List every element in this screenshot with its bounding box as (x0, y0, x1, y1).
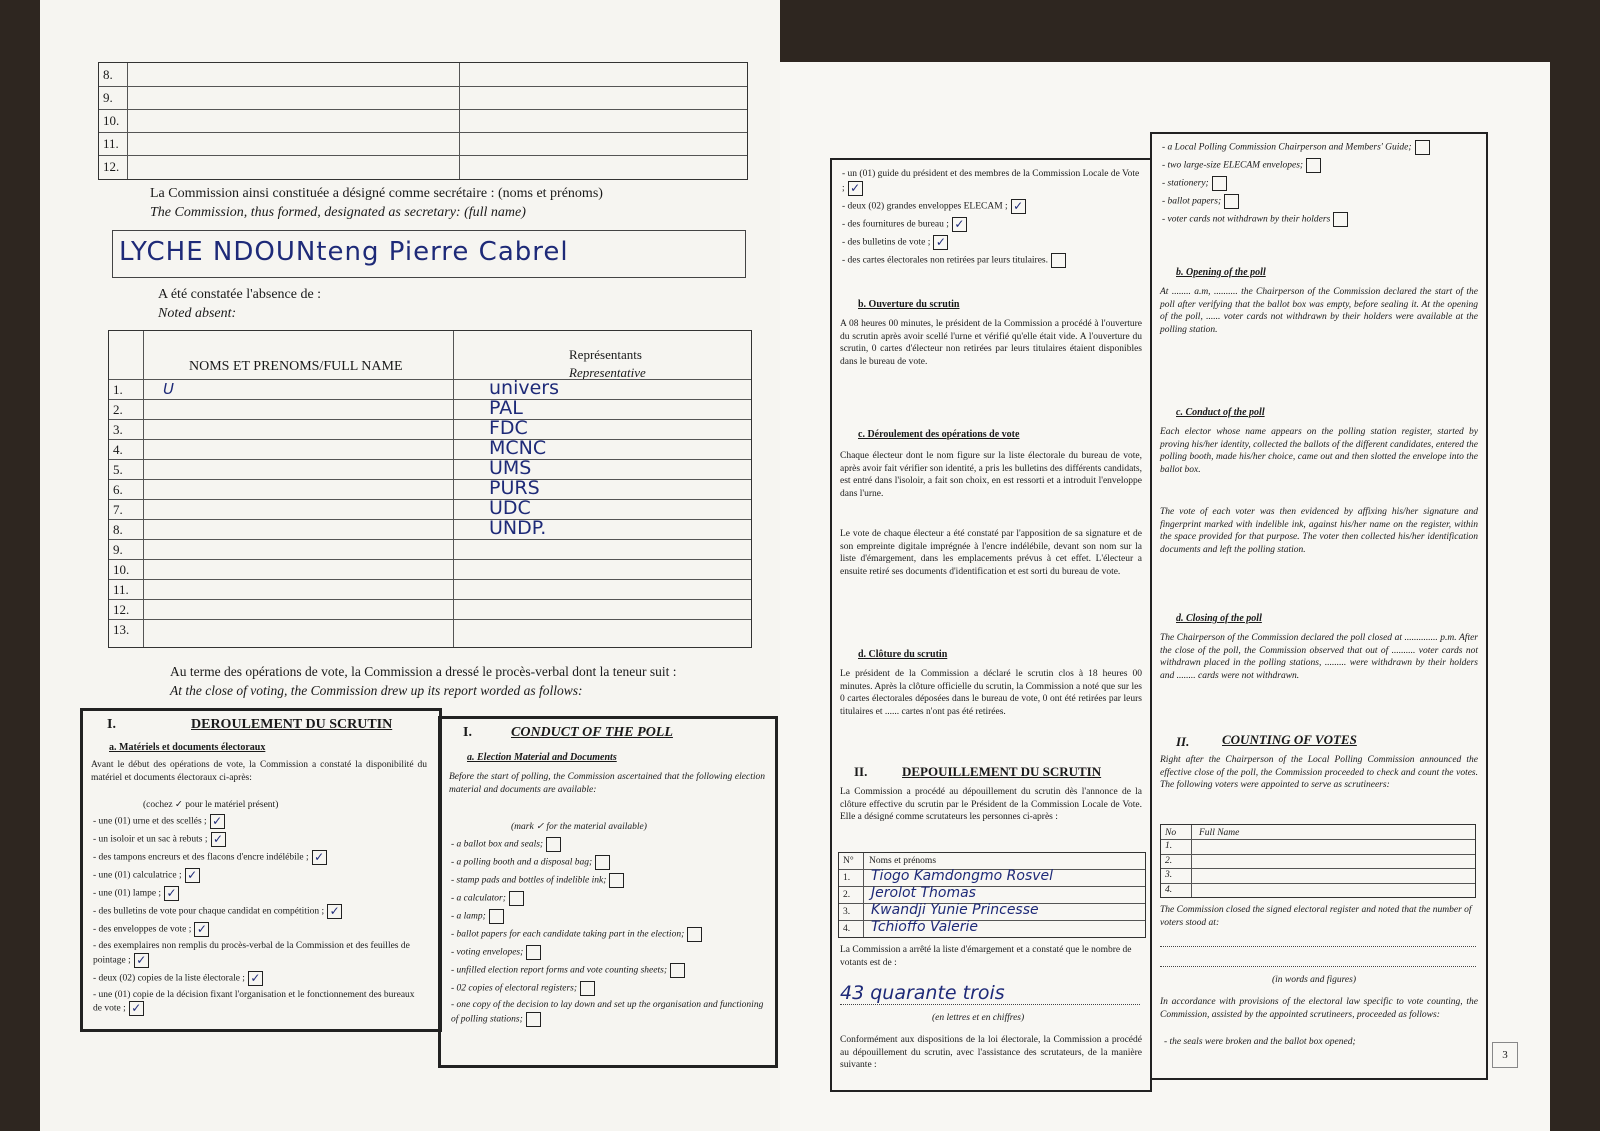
row-number: 2. (113, 402, 123, 417)
en-ii-text: Right after the Chairperson of the Local Polling Commission announced the effective close of the poll, the Commission proceeded to check and count the votes. The following voters were appointed to serve as scrutineers: (1160, 755, 1478, 790)
checkbox[interactable] (1333, 212, 1348, 227)
absent-header-name: NOMS ET PRENOMS/FULL NAME (189, 359, 403, 374)
row-number: 13. (113, 622, 130, 637)
checkbox[interactable] (509, 891, 524, 906)
fr-column-box (830, 158, 1152, 1092)
right-page (780, 62, 1550, 1131)
checklist-label: - a calculator; (451, 893, 506, 904)
row-number: 11. (103, 136, 119, 151)
absent-representative: UMS (489, 457, 532, 479)
en-b-title: b. Opening of the poll (1176, 267, 1266, 278)
fr-conduct-box (80, 708, 442, 1032)
closing-label-en: At the close of voting, the Commission drew up its report worded as follows: (170, 683, 583, 698)
checklist-item (93, 850, 423, 865)
checklist-item (451, 963, 767, 978)
checklist-item (1162, 140, 1478, 155)
table-row (1161, 868, 1475, 869)
checklist-label: - 02 copies of electoral registers; (451, 983, 578, 994)
table-row (109, 539, 751, 540)
en-d-text: The Chairperson of the Commission declared the poll closed at .............. p.m. After the close of the poll, the Commission observed that out of .......... voter cards not withdrawn placed in the polling stations, ......... were withdrawn by their holders and ........ cards were not withdrawn. (1160, 633, 1478, 681)
checklist-item (1162, 158, 1478, 173)
checklist-label: - des exemplaires non remplis du procès-verbal de la Commission et des feuilles de pointage ; (93, 941, 410, 966)
en-intro: Before the start of polling, the Commission ascertained that the following election material and documents are available: (449, 772, 765, 795)
checkbox[interactable] (670, 963, 685, 978)
checklist-item (842, 199, 1142, 214)
checklist-item (93, 832, 423, 847)
left-page (40, 0, 780, 1131)
en-column-box (1150, 132, 1488, 1080)
checkbox[interactable] (580, 981, 595, 996)
checkbox[interactable] (211, 832, 226, 847)
en-voters-text: The Commission closed the signed electoral register and noted that the number of voters stood at: (1160, 905, 1472, 928)
checklist-label: - un (01) guide du président et des membres de la Commission Locale de Vote ; (842, 169, 1140, 194)
checklist-label: - des bulletins de vote pour chaque candidat en compétition ; (93, 906, 325, 917)
checkbox[interactable] (129, 1001, 144, 1016)
en-sub-a: a. Election Material and Documents (467, 752, 617, 763)
page-number-box (1492, 1042, 1518, 1068)
row-number: 4. (113, 442, 123, 457)
checkbox[interactable] (526, 945, 541, 960)
table-row (109, 399, 751, 400)
checkbox[interactable] (1011, 199, 1026, 214)
table-row (109, 499, 751, 500)
checklist-label: - des enveloppes de vote ; (93, 924, 192, 935)
fr-voters-caption: (en lettres et en chiffres) (932, 1013, 1025, 1023)
checklist-item (451, 909, 767, 924)
fr-ii-title: DEPOUILLEMENT DU SCRUTIN (902, 764, 1102, 779)
row-number: 1. (1165, 841, 1173, 851)
checklist-label: - deux (02) copies de la liste électorale ; (93, 973, 245, 984)
fr-d-title: d. Clôture du scrutin (858, 649, 948, 660)
table-row (109, 459, 751, 460)
fr-sub-a: a. Matériels et documents électoraux (109, 742, 266, 753)
checklist-item (842, 253, 1142, 268)
checklist-label: - une (01) copie de la décision fixant l'organisation et le fonctionnement des bureaux de vote ; (93, 989, 415, 1014)
fr-d-text: Le président de la Commission a déclaré le scrutin clos à 18 heures 00 minutes. Après la clôture officielle du scrutin, la Commission a noté que sur les 0 cartes électorales déposées dans le bureau de vote, 0 ont été retirées par leurs titulaires et ...... cartes n'ont pas été retirées. (840, 669, 1142, 717)
table-row (109, 579, 751, 580)
checklist-label: - une (01) urne et des scellés ; (93, 816, 207, 827)
secretary-label-fr: La Commission ainsi constituée a désigné comme secrétaire : (noms et prénoms) (150, 186, 603, 201)
checkbox[interactable] (248, 971, 263, 986)
checklist-item (451, 999, 767, 1027)
checkbox[interactable] (312, 850, 327, 865)
scrutineer-name: Tiogo Kamdongmo Rosvel (871, 868, 1054, 884)
checklist-label: - unfilled election report forms and vote counting sheets; (451, 965, 667, 976)
checkbox[interactable] (134, 953, 149, 968)
row-number: 9. (103, 90, 113, 105)
row-number: 8. (113, 522, 123, 537)
row-number: 8. (103, 67, 113, 82)
en-voters-caption: (in words and figures) (1272, 975, 1357, 985)
checklist-item (451, 855, 767, 870)
checkbox[interactable] (210, 814, 225, 829)
table-row (109, 439, 751, 440)
checklist-item (842, 235, 1142, 250)
checkbox[interactable] (1051, 253, 1066, 268)
table-row (1161, 839, 1475, 840)
checklist-item (842, 168, 1142, 196)
absent-representative: FDC (489, 417, 528, 439)
fr-section-num: I. (107, 717, 116, 732)
checkbox[interactable] (933, 235, 948, 250)
checklist-item (93, 886, 423, 901)
scrutineer-name: Tchioffo Valerie (871, 919, 978, 935)
fr-cocher: (cochez ✓ pour le matériel présent) (143, 800, 279, 810)
table-row (109, 479, 751, 480)
checklist-label: - une (01) lampe ; (93, 888, 162, 899)
checklist-item (451, 891, 767, 906)
table-row (1161, 854, 1475, 855)
row-number: 7. (113, 502, 123, 517)
en-d-title: d. Closing of the poll (1176, 613, 1262, 624)
checklist-item (93, 940, 423, 968)
en-final-text: In accordance with provisions of the electoral law specific to vote counting, the Commission, assisted by the appointed scrutineers, proceeded as follows: (1160, 997, 1478, 1020)
fr-material-list-cont (842, 168, 1142, 271)
en-c-text1: Each elector whose name appears on the polling station register, started by proving his/her identity, collected the ballots of the different candidates, entered the polling booth, made his/her choice, came out and then slotted the envelope into the ballot box. (1160, 427, 1478, 475)
fr-c-text2: Le vote de chaque électeur a été constaté par l'apposition de sa signature et de son empreinte digitale imprégnée à l'encre indélébile, devant son nom sur la liste d'émargement, dans les emplacements prévus à cet effet. L'électeur a ensuite retiré ses documents d'identification et est sorti du bureau de vote. (840, 529, 1142, 577)
absent-representative: univers (489, 377, 560, 399)
table-row (109, 599, 751, 600)
fr-b-title: b. Ouverture du scrutin (858, 299, 960, 310)
checkbox[interactable] (1224, 194, 1239, 209)
table-row (109, 559, 751, 560)
en-scrut-header-name: Full Name (1199, 828, 1240, 838)
row-number: 6. (113, 482, 123, 497)
checklist-item (1162, 176, 1478, 191)
checklist-item (93, 989, 423, 1017)
secretary-label-en: The Commission, thus formed, designated as secretary: (full name) (150, 205, 526, 220)
checkbox[interactable] (952, 217, 967, 232)
checklist-label: - a polling booth and a disposal bag; (451, 857, 593, 868)
checkbox[interactable] (609, 873, 624, 888)
checkbox[interactable] (489, 909, 504, 924)
absent-label-fr: A été constatée l'absence de : (158, 287, 322, 302)
checklist-item (842, 217, 1142, 232)
checklist-item (451, 873, 767, 888)
checkbox[interactable] (687, 927, 702, 942)
row-number: 2. (1165, 855, 1173, 866)
en-ii-title: COUNTING OF VOTES (1222, 732, 1357, 747)
scrutineer-name: Jerolot Thomas (871, 885, 976, 901)
absent-representative: MCNC (489, 437, 547, 459)
absent-header-rep-fr: Représentants (569, 347, 642, 362)
checkbox[interactable] (164, 886, 179, 901)
checklist-item (93, 922, 423, 937)
fr-ii-num: II. (854, 764, 868, 779)
row-number: 5. (113, 462, 123, 477)
scrut-header-name: Noms et prénoms (869, 856, 937, 866)
fr-section-title: DEROULEMENT DU SCRUTIN (191, 717, 393, 732)
row-number: 9. (113, 542, 123, 557)
row-number: 4. (1165, 884, 1173, 895)
en-c-text2: The vote of each voter was then evidenced by affixing his/her signature and fingerprint marked with indelible ink, against his/her name on the register, within the space provided for that purpose. The voter then collected his/her identification documents and left the polling station. (1160, 507, 1478, 555)
fr-intro: Avant le début des opérations de vote, la Commission a constaté la disponibilité du matériel et documents électoraux ci-après: (91, 760, 427, 783)
row-number: 12. (103, 159, 120, 174)
checkbox[interactable] (546, 837, 561, 852)
checklist-item (451, 837, 767, 852)
en-material-list (451, 837, 767, 1030)
checkbox[interactable] (194, 922, 209, 937)
scrut-header-n: N° (843, 856, 854, 866)
scrutineer-name: Kwandji Yunie Princesse (871, 902, 1039, 918)
checklist-label: - a ballot box and seals; (451, 839, 544, 850)
checklist-label: - ballot papers; (1162, 196, 1222, 207)
voters-value: 43 quarante trois (840, 982, 1005, 1004)
row-number: 10. (113, 562, 130, 577)
checklist-label: - des tampons encreurs et des flacons d'encre indélébile ; (93, 852, 309, 863)
checklist-item (451, 927, 767, 942)
absent-label-en: Noted absent: (158, 306, 237, 321)
absent-representative: UDC (489, 497, 531, 519)
checklist-item (93, 904, 423, 919)
absent-name: U (163, 380, 174, 398)
checklist-label: - des cartes électorales non retirées par leurs titulaires. (842, 255, 1049, 266)
checklist-label: - a lamp; (451, 911, 486, 922)
table-row (109, 379, 751, 380)
checklist-item (93, 971, 423, 986)
checkbox[interactable] (1415, 140, 1430, 155)
fr-c-title: c. Déroulement des opérations de vote (858, 429, 1020, 440)
closing-label-fr: Au terme des opérations de vote, la Commission a dressé le procès-verbal dont la teneur suit : (170, 664, 677, 679)
absent-header-rep-en: Representative (569, 365, 646, 380)
fr-material-list (93, 814, 423, 1019)
row-number: 3. (113, 422, 123, 437)
checkbox[interactable] (595, 855, 610, 870)
row-number: 1. (113, 382, 123, 397)
page-number: 3 (1502, 1049, 1508, 1061)
checkbox[interactable] (185, 868, 200, 883)
secretary-name-field (112, 230, 746, 278)
row-number: 2. (843, 890, 851, 900)
checklist-item (93, 814, 423, 829)
table-row (109, 419, 751, 420)
absent-representative: PAL (489, 397, 523, 419)
members-table-continued (98, 62, 748, 180)
checklist-label: - one copy of the decision to lay down and set up the organisation and functioning of polling stations; (451, 1000, 764, 1025)
en-b-text: At ........ a.m, .......... the Chairperson of the Commission declared the start of the poll after verifying that the ballot box was empty, before sealing it. At the opening of the poll, ...... voter cards not withdrawn by their holders were available at the polling station. (1160, 287, 1478, 335)
checklist-label: - stamp pads and bottles of indelible ink; (451, 875, 607, 886)
checklist-label: - two large-size ELECAM envelopes; (1162, 160, 1304, 171)
checklist-label: - deux (02) grandes enveloppes ELECAM ; (842, 201, 1008, 212)
checkbox[interactable] (327, 904, 342, 919)
checklist-label: - voter cards not withdrawn by their holders (1162, 214, 1331, 225)
checklist-label: - des fournitures de bureau ; (842, 219, 949, 230)
checklist-label: - ballot papers for each candidate taking part in the election; (451, 929, 685, 940)
en-material-list-cont (1162, 140, 1478, 230)
row-number: 3. (1165, 870, 1173, 880)
table-row (109, 519, 751, 520)
absent-table (108, 330, 752, 648)
fr-ii-text: La Commission a procédé au dépouillement du scrutin dès l'annonce de la clôture effective du scrutin par le Président de la Commission Locale de Vote. Elle a désigné comme scrutateurs les personnes ci-après : (840, 787, 1142, 822)
row-number: 1. (843, 873, 851, 883)
table-row (1161, 883, 1475, 884)
checkbox[interactable] (848, 181, 863, 196)
checklist-label: - a Local Polling Commission Chairperson and Members' Guide; (1162, 142, 1412, 153)
checklist-label: - voting envelopes; (451, 947, 524, 958)
secretary-name: LYCHE NDOUNteng Pierre Cabrel (119, 237, 569, 267)
absent-representative: UNDP. (489, 517, 547, 539)
table-row (109, 619, 751, 620)
en-scrutineers-table (1160, 824, 1476, 898)
en-conduct-box (438, 716, 778, 1068)
checkbox[interactable] (526, 1012, 541, 1027)
checklist-item (1162, 194, 1478, 209)
en-scrut-header-n: No (1165, 828, 1177, 838)
row-number: 10. (103, 113, 120, 128)
fr-final-text: Conformément aux dispositions de la loi électorale, la Commission a procédé au dépouillement du scrutin, avec l'assistance des scrutateurs, de la manière suivante : (840, 1035, 1142, 1070)
row-number: 4. (843, 924, 851, 934)
scrutineers-table (838, 852, 1146, 938)
fr-c-text1: Chaque électeur dont le nom figure sur la liste électorale du bureau de vote, après avoir fait vérifier son identité, a pris les bulletins des différents candidats, est entré dans l'isoloir, a fait son choix, en est ressorti et a introduit l'enveloppe dans l'urne. (840, 451, 1142, 499)
fr-voters-text: La Commission a arrêté la liste d'émargement et a constaté que le nombre de votants est de : (840, 945, 1132, 968)
row-number: 12. (113, 602, 130, 617)
en-section-title: CONDUCT OF THE POLL (511, 725, 673, 740)
checklist-label: - stationery; (1162, 178, 1209, 189)
en-ii-num: II. (1176, 734, 1190, 749)
en-mark: (mark ✓ for the material available) (511, 822, 647, 832)
checkbox[interactable] (1306, 158, 1321, 173)
checkbox[interactable] (1212, 176, 1227, 191)
en-section-num: I. (463, 725, 472, 740)
checklist-label: - une (01) calculatrice ; (93, 870, 182, 881)
checklist-label: - un isoloir et un sac à rebuts ; (93, 834, 208, 845)
checklist-item (451, 981, 767, 996)
checklist-item (93, 868, 423, 883)
en-c-title: c. Conduct of the poll (1176, 407, 1265, 418)
fr-b-text: A 08 heures 00 minutes, le président de la Commission a procédé à l'ouverture du scrutin après avoir scellé l'urne et vérifié qu'elle était vide. A l'ouverture du scrutin, 0 cartes d'électeur non retirées par leurs titulaires étaient disponibles dans le bureau de vote. (840, 319, 1142, 367)
checklist-item (1162, 212, 1478, 227)
row-number: 11. (113, 582, 129, 597)
checklist-label: - des bulletins de vote ; (842, 237, 931, 248)
checklist-item (451, 945, 767, 960)
absent-representative: PURS (489, 477, 540, 499)
row-number: 3. (843, 907, 851, 917)
en-final-item: - the seals were broken and the ballot box opened; (1164, 1037, 1356, 1047)
